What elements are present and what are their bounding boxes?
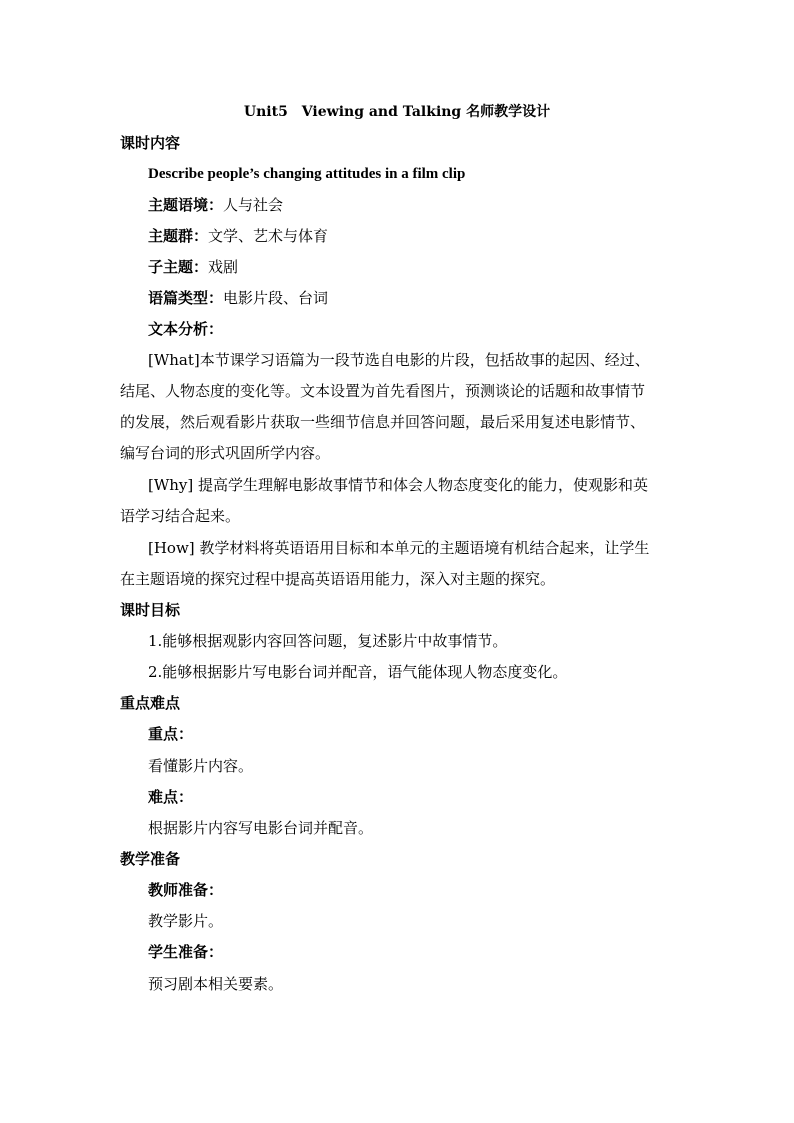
- how-line: 在主题语境的探究过程中提高英语语用能力，深入对主题的探究。: [120, 570, 556, 588]
- sub-theme-label: 子主题：: [148, 258, 209, 276]
- section-heading-key-points: 重点难点: [120, 694, 181, 712]
- theme-group-label: 主题群：: [148, 227, 209, 245]
- why-line: 语学习结合起来。: [120, 507, 241, 525]
- text-type-value: 电影片段、台词: [223, 289, 329, 307]
- what-line: [What]本节课学习语篇为一段节选自电影的片段，包括故事的起因、经过、: [148, 351, 650, 369]
- analysis-label: 文本分析：: [148, 320, 224, 338]
- student-prep-label: 学生准备：: [148, 943, 224, 961]
- key-value: 看懂影片内容。: [148, 757, 254, 775]
- what-line: 结尾、人物态度的变化等。文本设置为首先看图片，预测谈论的话题和故事情节: [120, 382, 646, 400]
- page-title: Unit5 Viewing and Talking 名师教学设计: [243, 104, 551, 120]
- theme-group-value: 文学、艺术与体育: [208, 227, 329, 245]
- section-heading-objectives: 课时目标: [120, 601, 181, 619]
- section-heading-preparation: 教学准备: [120, 850, 181, 868]
- objective-item: 2.能够根据影片写电影台词并配音，语气能体现人物态度变化。: [148, 663, 568, 681]
- sub-theme-line: [148, 257, 238, 277]
- teacher-prep-value: 教学影片。: [148, 912, 224, 930]
- what-line: 编写台词的形式巩固所学内容。: [120, 444, 331, 462]
- key-label: 重点：: [148, 725, 194, 743]
- sub-theme-value: 戏剧: [208, 258, 239, 276]
- difficulty-value: 根据影片内容写电影台词并配音。: [148, 819, 374, 837]
- how-line: [How] 教学材料将英语语用目标和本单元的主题语境有机结合起来，让学生: [148, 539, 650, 557]
- theme-context-label: 主题语境：: [148, 196, 224, 214]
- theme-group-line: [148, 226, 328, 246]
- section-heading-content: 课时内容: [120, 134, 181, 152]
- objective-item: 1.能够根据观影内容回答问题，复述影片中故事情节。: [148, 632, 508, 650]
- text-type-label: 语篇类型：: [148, 289, 224, 307]
- student-prep-value: 预习剧本相关要素。: [148, 975, 284, 993]
- theme-context-value: 人与社会: [223, 196, 284, 214]
- teacher-prep-label: 教师准备：: [148, 881, 224, 899]
- why-line: [Why] 提高学生理解电影故事情节和体会人物态度变化的能力，使观影和英: [148, 476, 649, 494]
- difficulty-label: 难点：: [148, 788, 194, 806]
- text-type-line: [148, 288, 328, 308]
- theme-context-line: [148, 195, 283, 215]
- what-line: 的发展，然后观看影片获取一些细节信息并回答问题，最后采用复述电影情节、: [120, 413, 646, 431]
- content-subtitle: Describe people’s changing attitudes in a film clip: [148, 166, 466, 182]
